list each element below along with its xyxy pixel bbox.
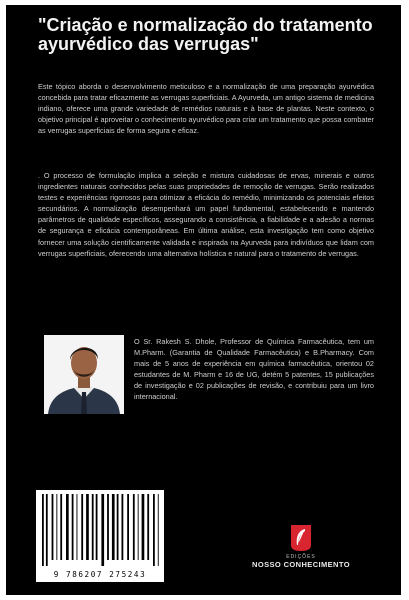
barcode-bars	[40, 494, 160, 566]
barcode-bar	[52, 494, 54, 560]
barcode-bar	[72, 494, 74, 560]
barcode-bar	[96, 494, 98, 560]
description-paragraph-2: . O processo de formulação implica a seleção e mistura cuidadosas de ervas, minerais e outros ingredientes naturais conhecidos pelas suas propriedades de remoção de verrugas. Serão realizados testes e experiências rigorosos para otimizar a eficácia do remédio, minimizando os potenciais efeitos secundários. A normalização desempenhará um papel fundamental, estabelecendo e mantendo parâmetros de qualidade específicos, assegurando a consistência, a fiabilidade e a adesão a normas de segurança e eficácia contemporâneas. Em última análise, esta investigação tem como objetivo fornecer uma solução cientificamente validada e inspirada na Ayurveda para indivíduos que lidam com verrugas superficiais, oferecendo uma alternativa holística e natural para o tratamento de verrugas.	[38, 171, 374, 258]
barcode-bar	[133, 494, 135, 560]
barcode-bar	[153, 494, 155, 566]
barcode-bar	[122, 494, 124, 560]
barcode-bar	[86, 494, 89, 560]
description-paragraph-1: Este tópico aborda o desenvolvimento meticuloso e a normalização de uma preparação ayurvédica concebida para tratar eficazmente as verrugas superficiais. A Ayurveda, um antigo sistema de medicina indiano, oferece uma grande variedade de remédios naturais e à base de plantas. Neste contexto, o objetivo principal é aproveitar o conhecimento ayurvédico para criar um tratamento que possa combater as verrugas superficiais de forma segura e eficaz.	[38, 82, 374, 136]
barcode-bar	[138, 494, 139, 560]
barcode-bar	[147, 494, 149, 560]
quill-logo-icon	[286, 523, 316, 553]
barcode-bar	[107, 494, 109, 560]
publisher-block	[246, 523, 356, 569]
publisher-label: EDIÇÕES	[286, 554, 316, 560]
barcode-bar	[60, 494, 62, 560]
publisher-name: NOSSO CONHECIMENTO	[252, 560, 350, 569]
barcode-bar	[142, 494, 145, 560]
isbn-number: 9 786207 275243	[53, 570, 147, 579]
barcode-bar	[158, 494, 159, 566]
isbn-barcode	[36, 490, 164, 582]
author-photo	[44, 335, 124, 414]
barcode-bar	[77, 494, 78, 560]
book-title: "Criação e normalização do tratamento ayurvédico das verrugas"	[38, 15, 373, 54]
barcode-bar	[81, 494, 83, 560]
author-bio: O Sr. Rakesh S. Dhole, Professor de Química Farmacêutica, tem um M.Pharm. (Garantia de Qualidade Farmacêutica) e B.Pharmacy. Com mais de 5 anos de experiência em química farmacêutica, orientou 02 estudantes de M. Pharm e 16 de UG, detém 5 patentes, 15 publicações de investigação e 02 publicações de revisão, e contribuiu para um livro internacional.	[134, 337, 374, 402]
barcode-bar	[66, 494, 69, 560]
barcode-bar	[112, 494, 115, 560]
barcode-bar	[46, 494, 48, 566]
barcode-bar	[117, 494, 119, 560]
barcode-bar	[101, 494, 104, 566]
barcode-bar	[56, 494, 57, 560]
barcode-bar	[92, 494, 94, 560]
back-cover	[6, 5, 401, 595]
barcode-bar	[127, 494, 129, 560]
barcode-bar	[42, 494, 44, 566]
